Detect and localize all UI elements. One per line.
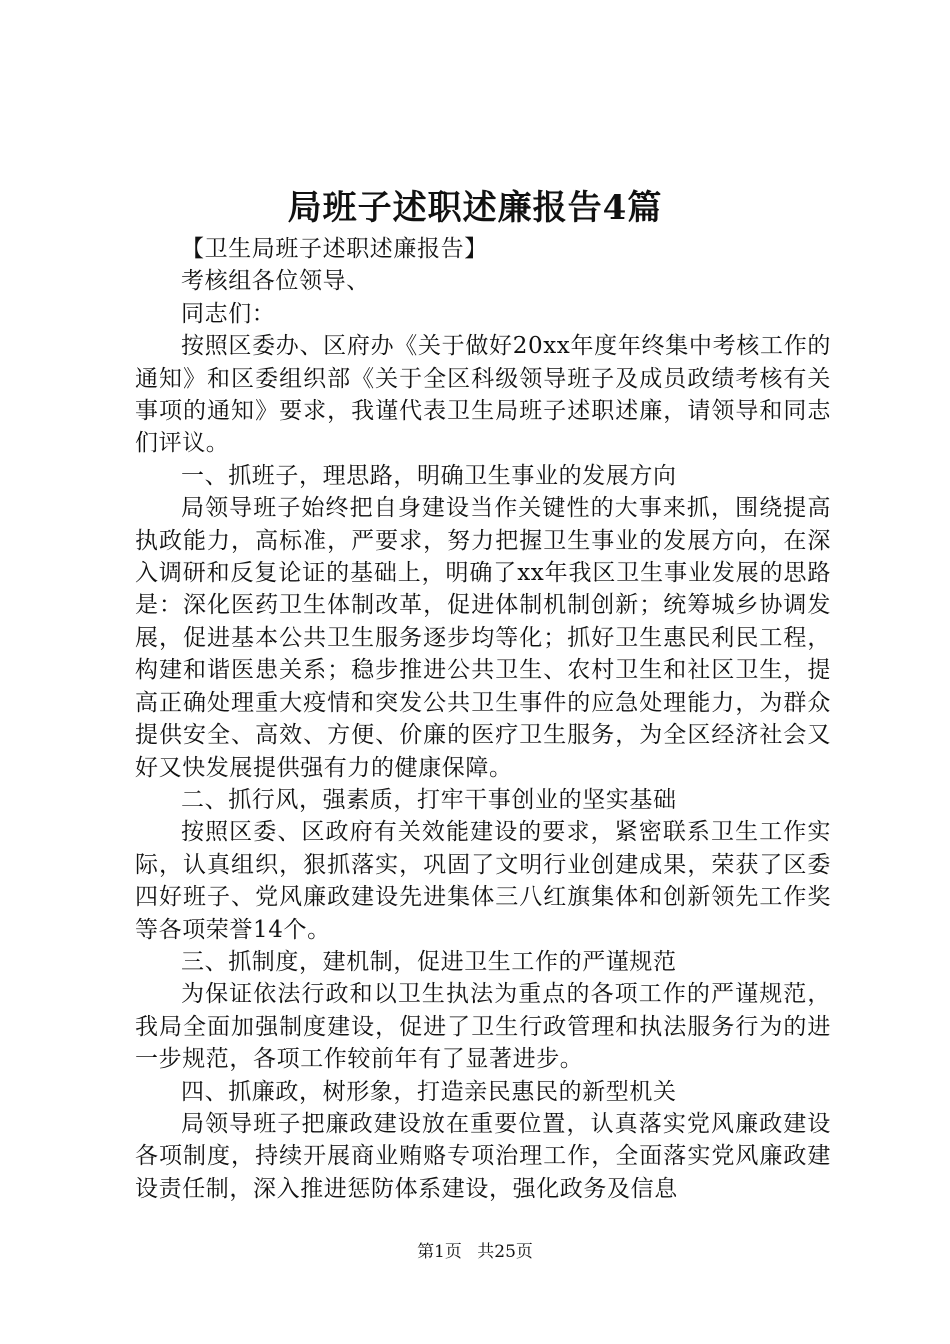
paragraph-part-1: 局领导班子始终把自身建设当作关键性的大事来抓，围绕提高执政能力，高标准，严要求，努力把握卫生事业的发展方向，在深入调研和反复论证的基础上，明确了xx年我区卫生事业发展的思路是：深化医药卫生体制改革，促进体制机制创新；统筹城乡协调发展，促进基本公共卫生服务逐步均等化；抓好卫生惠民利民工程，构建和谐医患关系；稳步推进公共卫生、农村卫生和社区卫生，提高正确处理重大疫情和突发公共卫生事件的应急处理能力，为群众提供安全、高效、方便、价廉的医疗卫生服务，为全区经济社会又好又快发展提供强有力的健康保障。 <box>135 495 831 781</box>
paragraph-part-2: 按照区委、区政府有关效能建设的要求，紧密联系卫生工作实际，认真组织，狠抓落实，巩固了文明行业创建成果，荣获了区委四好班子、党风廉政建设先进集体三八红旗集体和创新领先工作奖等各项荣誉14个。 <box>135 819 831 943</box>
paragraph-salutation-2: 同志们： <box>181 300 276 327</box>
document-body <box>135 233 831 1205</box>
heading-part-1: 一、抓班子，理思路，明确卫生事业的发展方向 <box>181 462 677 489</box>
page-footer <box>0 1240 950 1264</box>
paragraph-section-header: 【卫生局班子述职述廉报告】 <box>181 236 488 262</box>
paragraph-part-3: 为保证依法行政和以卫生执法为重点的各项工作的严谨规范，我局全面加强制度建设，促进了卫生行政管理和执法服务行为的进一步规范，各项工作较前年有了显著进步。 <box>135 981 831 1073</box>
paragraph-salutation-1: 考核组各位领导、 <box>181 268 370 295</box>
heading-part-4: 四、抓廉政，树形象，打造亲民惠民的新型机关 <box>181 1078 677 1105</box>
heading-part-3: 三、抓制度，建机制，促进卫生工作的严谨规范 <box>181 948 677 975</box>
heading-part-2: 二、抓行风，强素质，打牢干事创业的坚实基础 <box>181 786 677 813</box>
page-total: 共25页 <box>477 1242 533 1262</box>
document-title: 局班子述职述廉报告4篇 <box>287 188 663 228</box>
page-number: 第1页 <box>417 1242 462 1262</box>
paragraph-part-4: 局领导班子把廉政建设放在重要位置，认真落实党风廉政建设各项制度，持续开展商业贿赂专项治理工作，全面落实党风廉政建设责任制，深入推进惩防体系建设，强化政务及信息 <box>135 1110 831 1202</box>
paragraph-intro: 按照区委办、区府办《关于做好20xx年度年终集中考核工作的通知》和区委组织部《关于全区科级领导班子及成员政绩考核有关事项的通知》要求，我谨代表卫生局班子述职述廉，请领导和同志们评议。 <box>135 333 831 457</box>
